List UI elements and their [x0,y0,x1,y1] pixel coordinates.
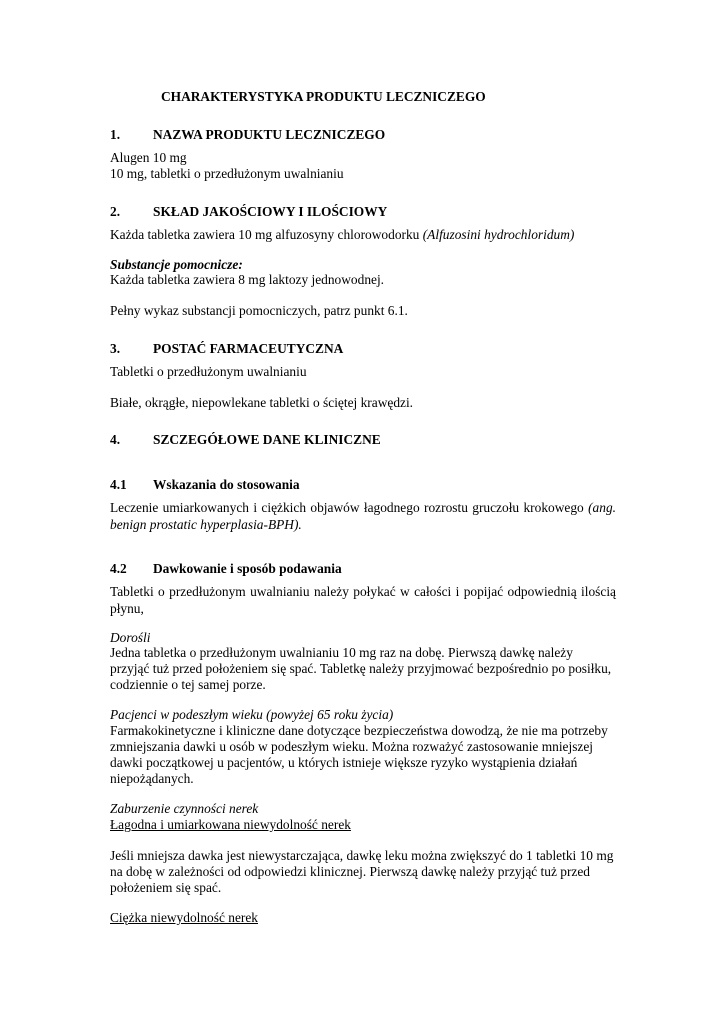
section-3-heading: POSTAĆ FARMACEUTYCZNA [153,341,344,356]
section-4-1-number: 4.1 [110,477,127,492]
adults-line-2: przyjąć tuż przed położeniem się spać. Tabletkę należy przyjmować bezpośrednio po posiłku, [110,661,612,676]
elderly-label: Pacjenci w podeszłym wieku (powyżej 65 roku życia) [110,707,394,722]
product-name: Alugen 10 mg [110,150,187,165]
excipients-text: Każda tabletka zawiera 8 mg laktozy jednowodnej. [110,272,385,287]
dosing-intro: Tabletki o przedłużonym uwalnianiu należy połykać w całości i popijać odpowiednią ilością płynu, [110,584,616,616]
section-4-1-heading: Wskazania do stosowania [153,477,300,492]
section-1-heading: NAZWA PRODUKTU LECZNICZEGO [153,127,386,142]
adults-line-3: codziennie o tej samej porze. [110,677,266,692]
excipients-full-list: Pełny wykaz substancji pomocniczych, patrz punkt 6.1. [110,303,408,318]
document-title: CHARAKTERYSTYKA PRODUKTU LECZNICZEGO [161,89,486,104]
renal-label: Zaburzenie czynności nerek [110,801,259,816]
elderly-line-3: dawki początkowej u pacjentów, u których istnieje większe ryzyko wystąpienia działań [110,755,578,770]
product-form: 10 mg, tabletki o przedłużonym uwalnianiu [110,166,344,181]
indications-body: Leczenie umiarkowanych i ciężkich objawów łagodnego rozrostu gruczołu krokowego [110,500,589,515]
renal-severe-heading: Ciężka niewydolność nerek [110,910,258,925]
excipients-label: Substancje pomocnicze: [110,257,243,272]
elderly-line-1: Farmakokinetyczne i kliniczne dane dotyczące bezpieczeństwa dowodzą, że nie ma potrzeby [110,723,608,738]
section-4-number: 4. [110,432,121,447]
section-2-number: 2. [110,204,121,219]
adults-label: Dorośli [110,630,151,645]
section-3-number: 3. [110,341,121,356]
renal-line-1: Jeśli mniejsza dawka jest niewystarczająca, dawkę leku można zwiększyć do 1 tabletki 10 mg [110,848,614,863]
section-2-heading: SKŁAD JAKOŚCIOWY I ILOŚCIOWY [153,204,388,219]
indications-text [110,499,616,533]
composition-text: Każda tabletka zawiera 10 mg alfuzosyny chlorowodorku [110,227,423,242]
section-4-heading: SZCZEGÓŁOWE DANE KLINICZNE [153,432,381,447]
tablet-description: Białe, okrągłe, niepowlekane tabletki o ściętej krawędzi. [110,395,414,410]
adults-line-1: Jedna tabletka o przedłużonym uwalnianiu 10 mg raz na dobę. Pierwszą dawkę należy [110,645,573,660]
section-4-2-number: 4.2 [110,561,127,576]
section-1-number: 1. [110,127,121,142]
elderly-line-4: niepożądanych. [110,771,194,786]
elderly-line-2: zmniejszania dawki u osób w podeszłym wieku. Można rozważyć zastosowanie mniejszej [110,739,594,754]
composition-line [110,226,574,243]
pharmaceutical-form: Tabletki o przedłużonym uwalnianiu [110,364,307,379]
section-4-2-heading: Dawkowanie i sposób podawania [153,561,342,576]
composition-latin: (Alfuzosini hydrochloridum) [422,227,575,242]
renal-line-3: położeniem się spać. [110,880,222,895]
renal-line-2: na dobę w zależności od odpowiedzi klinicznej. Pierwszą dawkę należy przyjąć tuż przed [110,864,591,879]
renal-mild-heading: Łagodna i umiarkowana niewydolność nerek [110,817,351,832]
indications-latin: (ang. benign prostatic hyperplasia-BPH). [110,500,616,532]
